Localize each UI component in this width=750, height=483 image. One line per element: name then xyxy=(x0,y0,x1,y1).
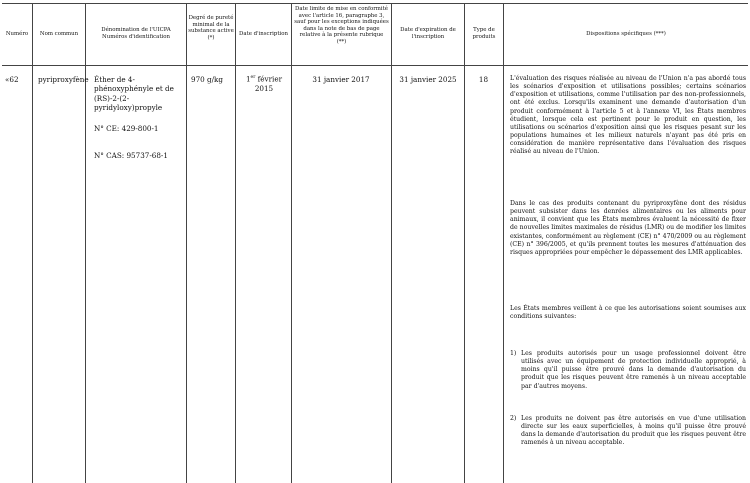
col-sep-3 xyxy=(186,3,187,483)
col-sep-4 xyxy=(235,3,236,483)
col-sep-1 xyxy=(32,3,33,483)
cell-purete: 970 g/kg xyxy=(191,75,223,84)
header-purete: Degré de pureté minimal de la substance active (*) xyxy=(188,15,234,41)
dispositions-p2-text: Dans le cas des produits contenant du pyriproxyfène dont des résidus peuvent subsister dans les denrées alimentaires ou les aliments pour animaux, il convient que les États membres évaluent la nécessité de fixer de nouvelles limites maximales de résidus (LMR) ou de modifier les limites existantes, conformément au règlement (CE) n° 470/2009 ou au règlement (CE) n° 396/2005, et qu'ils prennent toutes les mesures d'atténuation des risques appropriées pour empêcher le dépassement des LMR applicables. xyxy=(510,200,746,256)
header-numero: Numéro xyxy=(5,31,29,37)
condition-item-text: Les produits autorisés pour un usage professionnel doivent être utilisés avec un équipement de protection individuelle approprié, à moins qu'il puisse être prouvé dans la demande d'autorisation du produit que les risques peuvent être ramenés à un niveau acceptable par d'autres moyens. xyxy=(521,350,746,390)
cell-expiration: 31 janvier 2025 xyxy=(399,75,457,84)
cell-nom-commun: pyriproxyfène xyxy=(38,75,89,84)
dispositions-p3-text: Les États membres veillent à ce que les autorisations soient soumises aux conditions suivantes: xyxy=(510,305,746,321)
header-denomination: Dénomination de l'UICPA Numéros d'identification xyxy=(101,27,171,40)
cell-numero: «62 xyxy=(5,75,19,84)
dispositions-paragraph-3 xyxy=(510,305,746,321)
cell-cas-number: N° CAS: 95737-68-1 xyxy=(94,151,168,160)
header-date-limite: Date limite de mise en conformité avec l'article 16, paragraphe 3, sauf pour les exceptions indiquées dans la note de bas de page relative à la présente rubrique (**) xyxy=(294,6,389,45)
dispositions-p1-text: L'évaluation des risques réalisée au niveau de l'Union n'a pas abordé tous les scénarios d'exposition et utilisations possibles; certains scénarios d'exposition et utilisations, comme l'utilisation par des non-professionnels, ont été exclus. Lorsqu'ils examinent une demande d'autorisation d'un produit conformément à l'article 5 et à l'annexe VI, les États membres étudient, lorsque cela est pertinent pour le produit en question, les utilisations ou scénarios d'exposition ainsi que les risques pesant sur les populations humaines et les milieux naturels n'ayant pas été pris en considération de manière représentative dans l'évaluation des risques réalisé au niveau de l'Union. xyxy=(510,75,746,156)
table-top-rule xyxy=(2,3,748,4)
cell-inscription xyxy=(239,73,289,93)
condition-item-text: Les produits ne doivent pas être autorisés en vue d'une utilisation directe sur les eaux superficielles, à moins qu'il puisse être prouvé dans la demande d'autorisation du produit que les risques peuvent être ramenés à un niveau acceptable. xyxy=(521,415,746,447)
condition-item-1 xyxy=(510,350,746,400)
inscription-rest: février 2015 xyxy=(254,74,283,93)
condition-item-number: 2) xyxy=(510,415,517,422)
header-dispositions: Dispositions spécifiques (***) xyxy=(586,31,666,37)
header-expiration: Date d'expiration de l'inscription xyxy=(400,27,456,40)
header-nom-commun: Nom commun xyxy=(39,31,79,37)
inscription-sup: er xyxy=(250,75,256,80)
cell-type: 18 xyxy=(478,75,489,84)
header-type: Type de produits xyxy=(472,27,496,40)
dispositions-paragraph-2 xyxy=(510,200,746,257)
cell-date-limite: 31 janvier 2017 xyxy=(312,75,370,84)
cell-ce-number: N° CE: 429-800-1 xyxy=(94,124,159,133)
inscription-day: 1 xyxy=(245,74,251,84)
condition-item-2 xyxy=(510,415,746,465)
col-sep-8 xyxy=(503,3,504,483)
condition-item-number: 1) xyxy=(510,350,517,357)
header-inscription: Date d'inscription xyxy=(239,31,288,37)
dispositions-paragraph-1 xyxy=(510,75,746,157)
cell-denomination: Éther de 4-phénoxyphényle et de (RS)-2-(2-pyridyloxy)propyle xyxy=(94,75,174,113)
header-bottom-rule xyxy=(2,65,748,66)
